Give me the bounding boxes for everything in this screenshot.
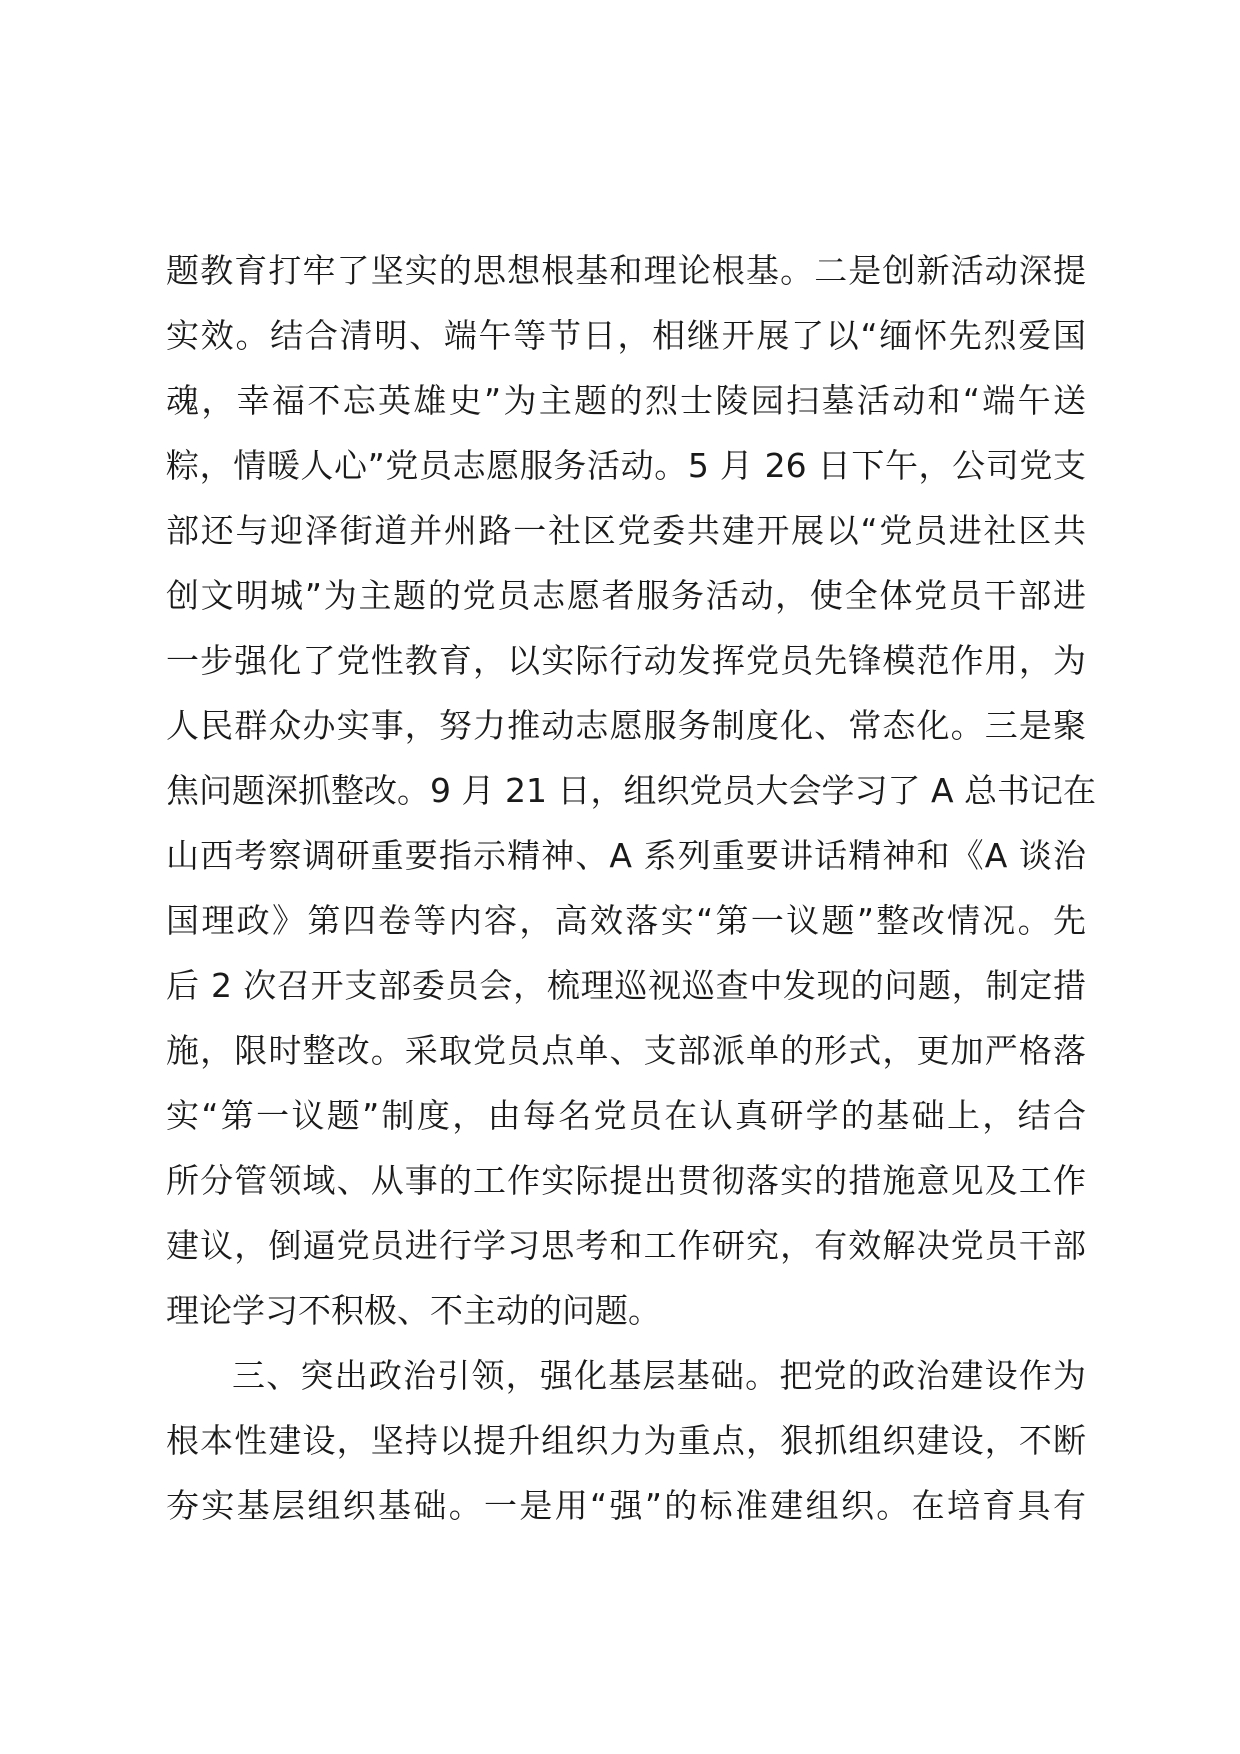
text-line: 人民群众办实事，努力推动志愿服务制度化、常态化。三是聚 [166,706,1086,745]
text-line: 题教育打牢了坚实的思想根基和理论根基。二是创新活动深提 [166,251,1086,290]
text-line: 一步强化了党性教育，以实际行动发挥党员先锋模范作用，为 [166,641,1086,680]
text-line: 理论学习不积极、不主动的问题。 [166,1291,661,1330]
text-line: 焦问题深抓整改。9 月 21 日，组织党员大会学习了 A 总书记在 [166,771,1097,810]
text-line: 根本性建设，坚持以提升组织力为重点，狠抓组织建设，不断 [166,1421,1086,1460]
text-line: 夯实基层组织基础。一是用“强”的标准建组织。在培育具有 [166,1486,1086,1525]
section-heading-paragraph [166,1343,1086,1538]
text-line: 国理政》第四卷等内容，高效落实“第一议题”整改情况。先 [166,901,1086,940]
text-line: 建议，倒逼党员进行学习思考和工作研究，有效解决党员干部 [166,1226,1086,1265]
text-line: 粽，情暖人心”党员志愿服务活动。5 月 26 日下午，公司党支 [166,446,1086,485]
text-line: 部还与迎泽街道并州路一社区党委共建开展以“党员进社区共 [166,511,1086,550]
text-line: 后 2 次召开支部委员会，梳理巡视巡查中发现的问题，制定措 [166,966,1086,1005]
paragraph [166,238,1097,1343]
text-line: 山西考察调研重要指示精神、A 系列重要讲话精神和《A 谈治 [166,836,1086,875]
text-line: 魂，幸福不忘英雄史”为主题的烈士陵园扫墓活动和“端午送 [166,381,1086,420]
text-line: 施，限时整改。采取党员点单、支部派单的形式，更加严格落 [166,1031,1086,1070]
text-line: 所分管领域、从事的工作实际提出贯彻落实的措施意见及工作 [166,1161,1086,1200]
text-line: 创文明城”为主题的党员志愿者服务活动，使全体党员干部进 [166,576,1086,615]
text-line: 三、突出政治引领，强化基层基础。把党的政治建设作为 [232,1356,1086,1395]
text-line: 实“第一议题”制度，由每名党员在认真研学的基础上，结合 [166,1096,1086,1135]
body-text [166,238,1097,1538]
text-line: 实效。结合清明、端午等节日，相继开展了以“缅怀先烈爱国 [166,316,1086,355]
